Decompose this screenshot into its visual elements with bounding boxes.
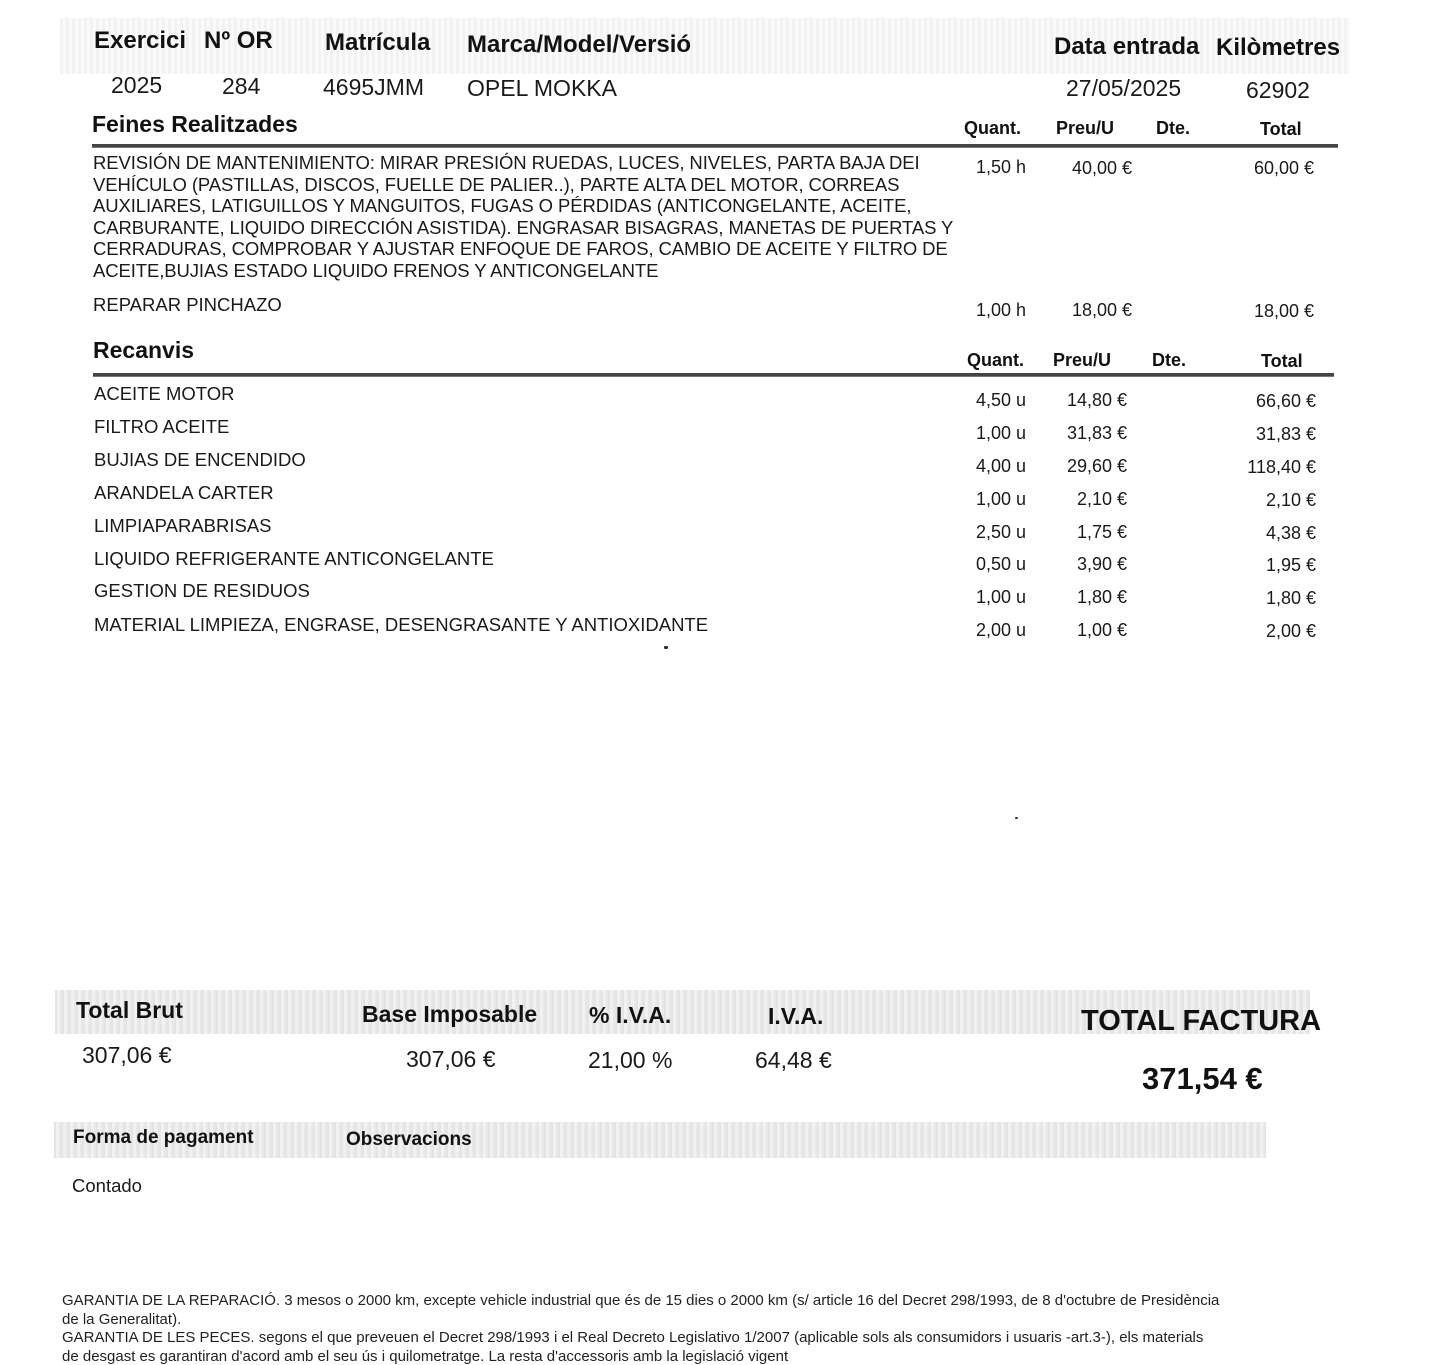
feina-description: REVISIÓN DE MANTENIMIENTO: MIRAR PRESIÓN RUEDAS, LUCES, NIVELES, PARTA BAJA DEI VEHÍCULO (PASTILLAS, DISCOS, FUELLE DE PALIER..), PARTE ALTA DEL MOTOR, CORREAS AUXILIARES, LATIGUILLOS Y MANGUITOS, FUGAS O PÉRDIDAS (ANTICONGELANTE, ACEITE, CARBURANTE, LIQUIDO DIRECCIÓN ASISTIDA). ENGRASAR BISAGRAS, MANETAS DE PUERTAS Y CERRADURAS, COMPROBAR Y AJUSTAR ENFOQUE DE FAROS, CAMBIO DE ACEITE Y FILTRO DE ACEITE,BUJIAS ESTADO LIQUIDO FRENOS Y ANTICONGELANTE: [93, 152, 953, 281]
part-description: FILTRO ACEITE: [94, 416, 230, 437]
section-title-feines: Feines Realitzades: [92, 111, 298, 137]
scan-speck: [1015, 817, 1018, 819]
part-preu: 29,60 €: [1066, 456, 1127, 476]
col-header-preu: Preu/U: [1053, 350, 1112, 370]
section-rule: [93, 373, 1334, 377]
part-preu: 3,90 €: [1076, 554, 1127, 574]
part-total: 66,60 €: [1255, 391, 1316, 411]
section-rule: [92, 144, 1338, 148]
part-preu: 2,10 €: [1076, 489, 1127, 509]
part-quant: 2,50 u: [975, 522, 1026, 542]
label-num-or: Nº OR: [204, 27, 273, 54]
label-base-imposable: Base Imposable: [362, 1001, 538, 1027]
part-description: BUJIAS DE ENCENDIDO: [94, 449, 306, 470]
value-marca: OPEL MOKKA: [467, 75, 617, 101]
label-data-entrada: Data entrada: [1054, 33, 1200, 60]
col-header-dte: Dte.: [1156, 118, 1191, 138]
value-num-or: 284: [222, 73, 261, 99]
label-marca: Marca/Model/Versió: [467, 31, 692, 58]
col-header-quant: Quant.: [967, 350, 1024, 370]
value-total-factura: 371,54 €: [1142, 1061, 1263, 1096]
part-preu: 31,83 €: [1066, 423, 1127, 443]
scan-speck: [664, 646, 668, 649]
value-matricula: 4695JMM: [323, 74, 424, 100]
part-total: 4,38 €: [1265, 523, 1316, 543]
value-data-entrada: 27/05/2025: [1066, 75, 1182, 101]
label-iva: I.V.A.: [768, 1003, 824, 1029]
value-iva: 64,48 €: [755, 1047, 832, 1073]
feina-total: 18,00 €: [1253, 301, 1314, 321]
label-exercici: Exercici: [94, 27, 187, 54]
part-description: GESTION DE RESIDUOS: [94, 580, 310, 601]
part-quant: 4,00 u: [975, 456, 1026, 476]
part-preu: 14,80 €: [1066, 390, 1127, 410]
footer-line: GARANTIA DE LES PECES. segons el que preveuen el Decret 298/1993 i el Real Decreto Legislativo 1/2007 (aplicable sols als consumidors i usuaris -art.3-), els materials: [62, 1329, 1204, 1346]
part-total: 118,40 €: [1247, 457, 1316, 477]
value-kilometres: 62902: [1246, 77, 1310, 103]
col-header-total: Total: [1261, 351, 1303, 371]
part-description: ACEITE MOTOR: [94, 383, 235, 404]
footer-line: de la Generalitat).: [62, 1311, 182, 1328]
part-total: 2,00 €: [1265, 621, 1316, 641]
part-total: 1,95 €: [1265, 555, 1316, 575]
part-preu: 1,00 €: [1076, 620, 1127, 640]
part-total: 1,80 €: [1265, 588, 1316, 608]
feina-preu: 40,00 €: [1071, 158, 1132, 178]
label-matricula: Matrícula: [325, 29, 431, 56]
part-description: LIMPIAPARABRISAS: [94, 515, 272, 536]
col-header-quant: Quant.: [964, 118, 1021, 138]
part-description: LIQUIDO REFRIGERANTE ANTICONGELANTE: [94, 548, 494, 569]
part-description: ARANDELA CARTER: [94, 482, 274, 503]
label-pct-iva: % I.V.A.: [589, 1002, 672, 1028]
value-forma-pagament: Contado: [72, 1175, 142, 1196]
col-header-total: Total: [1260, 119, 1302, 139]
footer-line: de desgast es garantiran d'acord amb el seu ús i quilometratge. La resta d'accessoris amb la legislació vigent: [62, 1348, 789, 1365]
label-kilometres: Kilòmetres: [1216, 34, 1341, 61]
part-preu: 1,80 €: [1076, 587, 1127, 607]
value-total-brut: 307,06 €: [82, 1042, 172, 1068]
part-total: 2,10 €: [1265, 490, 1316, 510]
col-header-dte: Dte.: [1152, 350, 1187, 370]
part-quant: 2,00 u: [975, 620, 1026, 640]
label-total-brut: Total Brut: [76, 997, 183, 1023]
section-title-recanvis: Recanvis: [93, 337, 195, 363]
feina-total: 60,00 €: [1253, 158, 1314, 178]
footer-line: GARANTIA DE LA REPARACIÓ. 3 mesos o 2000 km, excepte vehicle industrial que és de 15 dies o 2000 km (s/ article 16 del Decret 298/1993, de 8 d'octubre de Presidència: [62, 1292, 1220, 1309]
part-quant: 1,00 u: [975, 423, 1026, 443]
part-quant: 1,00 u: [975, 489, 1026, 509]
label-observacions: Observacions: [346, 1129, 472, 1150]
part-quant: 0,50 u: [975, 554, 1026, 574]
part-description: MATERIAL LIMPIEZA, ENGRASE, DESENGRASANTE Y ANTIOXIDANTE: [94, 614, 709, 635]
feina-preu: 18,00 €: [1071, 300, 1132, 320]
part-preu: 1,75 €: [1076, 522, 1127, 542]
label-forma-pagament: Forma de pagament: [73, 1127, 254, 1148]
label-total-factura: TOTAL FACTURA: [1081, 1005, 1322, 1037]
feina-quant: 1,50 h: [975, 157, 1026, 177]
part-quant: 4,50 u: [975, 390, 1026, 410]
part-quant: 1,00 u: [975, 587, 1026, 607]
value-pct-iva: 21,00 %: [588, 1047, 673, 1073]
value-exercici: 2025: [111, 72, 163, 98]
part-total: 31,83 €: [1255, 424, 1316, 444]
value-base-imposable: 307,06 €: [406, 1046, 496, 1072]
col-header-preu: Preu/U: [1056, 118, 1115, 138]
feina-description: REPARAR PINCHAZO: [93, 294, 282, 315]
feina-quant: 1,00 h: [975, 300, 1026, 320]
